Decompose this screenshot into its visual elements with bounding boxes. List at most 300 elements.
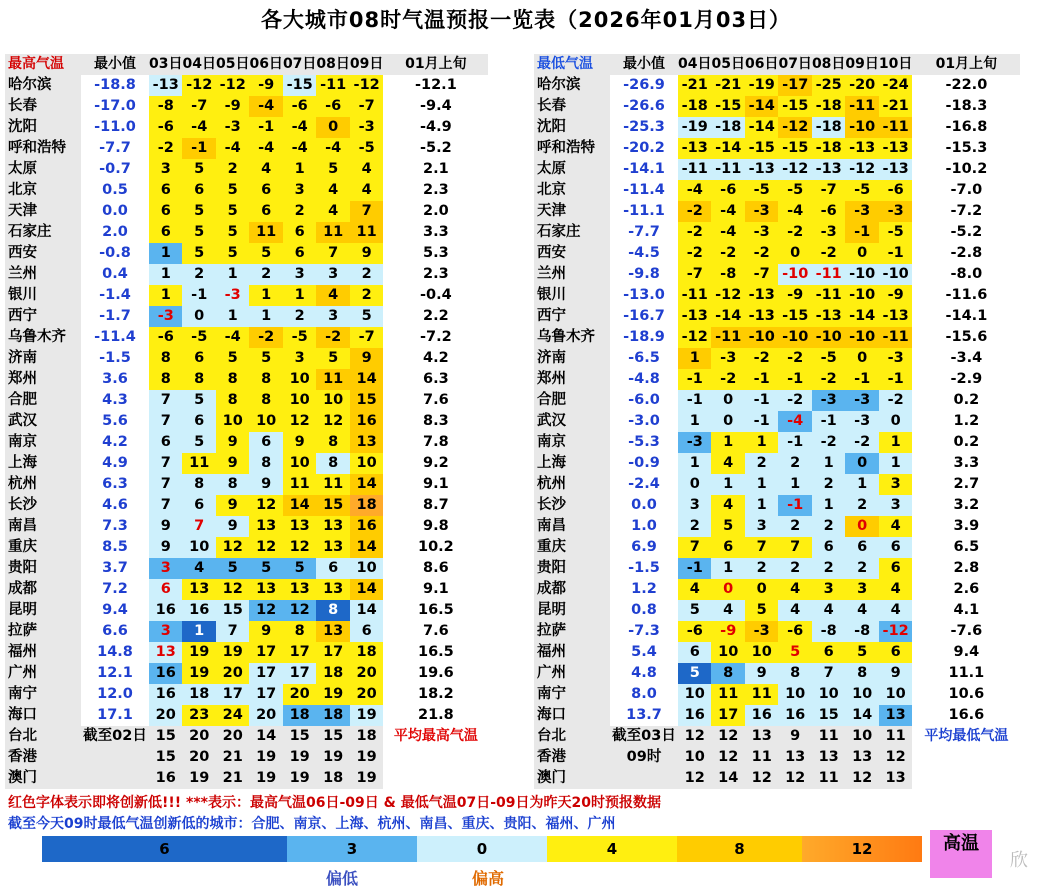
forecast-cell: -10 [778,327,811,348]
forecast-cell: 9 [350,243,383,264]
city-name: 杭州 [534,474,610,495]
forecast-cell: 17 [249,684,282,705]
forecast-cell: -4 [182,117,215,138]
watermark: 欣 [1010,850,1028,871]
forecast-cell: 11 [316,222,349,243]
table-row [5,411,488,432]
forecast-cell: 1 [745,432,778,453]
forecast-cell: 12 [283,411,316,432]
forecast-cell: 16 [745,705,778,726]
forecast-cell: -1 [249,117,282,138]
forecast-cell: -7 [745,264,778,285]
forecast-cell: 6 [182,495,215,516]
forecast-cell: -10 [745,327,778,348]
table-row [5,579,488,600]
forecast-cell: 0 [845,243,878,264]
record-min-value: 0.4 [81,264,149,285]
dekad-average: 9.4 [912,642,1020,663]
forecast-cell: 8 [216,474,249,495]
forecast-cell: 9 [149,516,182,537]
forecast-cell: 1 [216,264,249,285]
forecast-cell: 10 [678,747,711,768]
forecast-cell: 10 [249,411,282,432]
dekad-average: -5.2 [912,222,1020,243]
forecast-cell: 18 [316,663,349,684]
average-label [912,768,1020,789]
forecast-cell: 14 [350,474,383,495]
city-name: 上海 [5,453,81,474]
forecast-cell: 1 [812,495,845,516]
forecast-cell: 19 [350,747,383,768]
table-row [534,117,1020,138]
dekad-average: 9.2 [383,453,488,474]
forecast-cell: 8 [249,453,282,474]
dekad-average: -4.9 [383,117,488,138]
table-row [534,243,1020,264]
forecast-cell: -11 [879,117,912,138]
legend-segment: 8 [677,836,802,862]
dekad-average: -11.6 [912,285,1020,306]
forecast-cell: 1 [711,474,744,495]
dekad-average: -10.2 [912,159,1020,180]
max-temp-header-cell: 最小值 [81,54,149,75]
table-row [534,390,1020,411]
forecast-cell: -21 [879,96,912,117]
dekad-average: 5.3 [383,243,488,264]
record-min-value: 4.9 [81,453,149,474]
table-row [534,516,1020,537]
dekad-average: -12.1 [383,75,488,96]
forecast-cell: 0 [845,516,878,537]
forecast-cell: -15 [778,138,811,159]
city-name: 北京 [5,180,81,201]
forecast-cell: 16 [149,684,182,705]
forecast-cell: 14 [350,537,383,558]
record-min-value: -2.4 [610,474,678,495]
forecast-cell: 1 [711,558,744,579]
forecast-cell: -6 [812,201,845,222]
forecast-cell: 15 [316,495,349,516]
forecast-cell: 5 [249,348,282,369]
forecast-cell: 10 [678,684,711,705]
forecast-cell: 10 [316,390,349,411]
record-min-value: -1.4 [81,285,149,306]
max-temp-header-cell: 05日 [216,54,249,75]
forecast-cell: -10 [879,264,912,285]
forecast-cell: 0 [711,390,744,411]
table-row [5,285,488,306]
forecast-cell: 7 [149,495,182,516]
table-row [5,705,488,726]
legend-segment: 0 [417,836,547,862]
forecast-cell: 20 [149,705,182,726]
forecast-cell: 20 [283,684,316,705]
forecast-cell: -9 [879,285,912,306]
forecast-cell: -19 [745,75,778,96]
record-min-value: 0.0 [610,495,678,516]
forecast-cell: -7 [350,327,383,348]
dekad-average: 2.2 [383,306,488,327]
forecast-cell: 12 [711,747,744,768]
record-min-value: 1.0 [610,516,678,537]
dekad-average: -7.2 [383,327,488,348]
forecast-cell: 9 [778,726,811,747]
forecast-cell: -12 [845,159,878,180]
city-name: 南宁 [534,684,610,705]
forecast-cell: 6 [350,621,383,642]
forecast-cell: -13 [745,285,778,306]
forecast-cell: 9 [879,663,912,684]
forecast-cell: 1 [149,264,182,285]
forecast-cell: 1 [812,453,845,474]
city-name: 香港 [5,747,81,768]
dekad-average: 3.3 [383,222,488,243]
forecast-cell: -4 [249,138,282,159]
record-min-value: 2.0 [81,222,149,243]
forecast-cell: -2 [678,222,711,243]
forecast-cell: 15 [149,726,182,747]
record-min-value: -11.4 [610,180,678,201]
forecast-cell: -11 [316,75,349,96]
city-name: 南宁 [5,684,81,705]
record-min-value: 3.7 [81,558,149,579]
forecast-cell: 2 [812,474,845,495]
forecast-cell: 4 [350,180,383,201]
forecast-cell: 0 [316,117,349,138]
forecast-cell: 19 [182,768,215,789]
record-min-value: 4.2 [81,432,149,453]
forecast-cell: 5 [216,201,249,222]
record-min-value: 14.8 [81,642,149,663]
forecast-cell: -2 [316,327,349,348]
table-row [5,516,488,537]
forecast-cell: -18 [711,117,744,138]
forecast-cell: 14 [711,768,744,789]
forecast-cell: 5 [216,180,249,201]
forecast-cell: -12 [182,75,215,96]
forecast-cell: -6 [316,96,349,117]
city-name: 天津 [534,201,610,222]
forecast-cell: 13 [316,537,349,558]
forecast-cell: -3 [812,390,845,411]
record-min-value: 0.5 [81,180,149,201]
forecast-cell: 19 [316,684,349,705]
city-name: 贵阳 [534,558,610,579]
forecast-cell: 14 [249,726,282,747]
record-min-value: -26.9 [610,75,678,96]
forecast-cell: -11 [678,285,711,306]
record-min-value: -3.0 [610,411,678,432]
forecast-cell: -3 [149,306,182,327]
table-row [534,369,1020,390]
table-row [534,96,1020,117]
forecast-cell: -18 [812,117,845,138]
dekad-average: 10.6 [912,684,1020,705]
forecast-cell: 3 [845,579,878,600]
city-name: 石家庄 [534,222,610,243]
forecast-cell: 12 [249,600,282,621]
min-temp-header-cell: 09日 [845,54,878,75]
record-min-value: 0.8 [610,600,678,621]
forecast-cell: 2 [182,264,215,285]
city-name: 济南 [534,348,610,369]
forecast-cell: 5 [283,558,316,579]
dekad-average: -7.2 [912,201,1020,222]
forecast-cell: 12 [778,768,811,789]
forecast-cell: -14 [745,117,778,138]
forecast-cell: 0 [711,411,744,432]
record-min-value: 12.1 [81,663,149,684]
forecast-cell: -4 [778,411,811,432]
city-name: 西宁 [534,306,610,327]
forecast-cell: -21 [711,75,744,96]
forecast-cell: -13 [678,306,711,327]
dekad-average: 8.6 [383,558,488,579]
forecast-cell: -1 [778,369,811,390]
forecast-cell: 2 [350,264,383,285]
forecast-cell: -3 [845,390,878,411]
city-name: 哈尔滨 [5,75,81,96]
forecast-cell: 5 [350,306,383,327]
city-name: 武汉 [5,411,81,432]
forecast-cell: 8 [711,663,744,684]
forecast-cell: -1 [678,369,711,390]
city-name: 西宁 [5,306,81,327]
record-min-value: -13.0 [610,285,678,306]
forecast-cell: 5 [182,159,215,180]
forecast-cell: 8 [216,369,249,390]
dekad-average: 3.2 [912,495,1020,516]
note-cell [81,768,149,789]
record-low-cities-note: 截至今天09时最低气温创新低的城市：合肥、南京、上海、杭州、南昌、重庆、贵阳、福州、广州 [8,816,616,832]
forecast-cell: 20 [216,726,249,747]
forecast-cell: -2 [678,201,711,222]
forecast-cell: 1 [879,453,912,474]
forecast-cell: -3 [745,621,778,642]
forecast-cell: 12 [745,768,778,789]
forecast-cell: 6 [149,201,182,222]
forecast-cell: 8 [182,369,215,390]
dekad-average: 19.6 [383,663,488,684]
forecast-cell: 12 [711,726,744,747]
forecast-cell: -2 [745,348,778,369]
forecast-cell: 11 [283,474,316,495]
forecast-cell: 2 [283,306,316,327]
record-min-value: -5.3 [610,432,678,453]
forecast-cell: 0 [745,579,778,600]
record-min-value: -6.5 [610,348,678,369]
dekad-average: 8.3 [383,411,488,432]
forecast-cell: 4 [182,558,215,579]
forecast-cell: 2 [845,495,878,516]
record-min-value: -26.6 [610,96,678,117]
forecast-cell: 12 [678,768,711,789]
forecast-cell: 6 [249,180,282,201]
forecast-cell: 9 [283,432,316,453]
city-name: 呼和浩特 [5,138,81,159]
forecast-cell: 7 [149,453,182,474]
city-name: 重庆 [534,537,610,558]
forecast-cell: 5 [711,516,744,537]
table-row [534,579,1020,600]
dekad-average: -8.0 [912,264,1020,285]
table-row [5,222,488,243]
city-name: 济南 [5,348,81,369]
forecast-cell: 13 [316,621,349,642]
forecast-cell: -4 [249,96,282,117]
table-row [534,558,1020,579]
forecast-cell: 4 [249,159,282,180]
forecast-cell: 8 [149,369,182,390]
record-min-value: 7.3 [81,516,149,537]
dekad-average: 3.3 [912,453,1020,474]
forecast-cell: -2 [778,222,811,243]
record-min-value: 1.2 [610,579,678,600]
forecast-cell: -1 [845,222,878,243]
forecast-cell: -6 [283,96,316,117]
dekad-average: -2.9 [912,369,1020,390]
dekad-average: -14.1 [912,306,1020,327]
city-name: 台北 [534,726,610,747]
forecast-cell: -11 [711,327,744,348]
dekad-average: 9.1 [383,579,488,600]
forecast-cell: 5 [249,558,282,579]
forecast-cell: 1 [249,306,282,327]
dekad-average: 16.6 [912,705,1020,726]
forecast-cell: -6 [149,117,182,138]
forecast-cell: 17 [249,642,282,663]
table-row [5,159,488,180]
forecast-cell: -12 [678,327,711,348]
record-min-value: 6.3 [81,474,149,495]
city-name: 贵阳 [5,558,81,579]
dekad-average: 16.5 [383,600,488,621]
forecast-cell: -3 [879,201,912,222]
table-row [534,159,1020,180]
forecast-cell: -14 [745,96,778,117]
city-name: 澳门 [534,768,610,789]
forecast-cell: 17 [711,705,744,726]
forecast-cell: 20 [182,747,215,768]
max-temp-header-cell: 08日 [316,54,349,75]
average-label [383,768,488,789]
forecast-cell: 5 [678,663,711,684]
forecast-cell: 14 [350,600,383,621]
dekad-average: 18.2 [383,684,488,705]
table-row [5,327,488,348]
forecast-cell: -1 [182,285,215,306]
forecast-cell: 10 [283,453,316,474]
record-min-value: -11.0 [81,117,149,138]
forecast-cell: 7 [216,621,249,642]
city-name: 合肥 [534,390,610,411]
forecast-cell: 16 [778,705,811,726]
forecast-cell: 18 [182,684,215,705]
forecast-cell: 3 [283,180,316,201]
forecast-cell: -8 [812,621,845,642]
city-name: 乌鲁木齐 [5,327,81,348]
max-temp-table [5,54,488,789]
forecast-cell: 11 [812,768,845,789]
forecast-cell: 9 [249,474,282,495]
city-name: 昆明 [534,600,610,621]
forecast-cell: -2 [711,369,744,390]
dekad-average: 1.2 [912,411,1020,432]
forecast-cell: -1 [778,432,811,453]
forecast-cell: 2 [283,201,316,222]
forecast-cell: 6 [182,411,215,432]
city-name: 成都 [534,579,610,600]
forecast-cell: 5 [745,600,778,621]
table-row [534,264,1020,285]
forecast-cell: -17 [778,75,811,96]
forecast-cell: 6 [149,579,182,600]
forecast-cell: 2 [249,264,282,285]
forecast-cell: -4 [678,180,711,201]
record-min-value: 12.0 [81,684,149,705]
forecast-cell: 0 [711,579,744,600]
forecast-cell: 5 [678,600,711,621]
record-min-value: -7.7 [81,138,149,159]
forecast-cell: -1 [745,390,778,411]
average-label: 平均最高气温 [383,726,488,747]
forecast-cell: 16 [350,516,383,537]
forecast-cell: -3 [678,432,711,453]
forecast-cell: 3 [149,621,182,642]
record-min-value: 9.4 [81,600,149,621]
record-min-value: -20.2 [610,138,678,159]
forecast-cell: 20 [182,726,215,747]
forecast-cell: -11 [879,327,912,348]
forecast-cell: -13 [845,138,878,159]
forecast-cell: 6 [879,642,912,663]
forecast-cell: 15 [316,726,349,747]
forecast-cell: 13 [778,747,811,768]
forecast-cell: -1 [745,369,778,390]
forecast-cell: -6 [149,327,182,348]
table-row [534,180,1020,201]
record-min-value: -7.7 [610,222,678,243]
table-row [534,495,1020,516]
forecast-cell: 18 [316,705,349,726]
record-min-value: -11.1 [610,201,678,222]
forecast-cell: 1 [778,474,811,495]
forecast-cell: 13 [283,516,316,537]
table-row [534,768,1020,789]
forecast-cell: 7 [149,474,182,495]
table-row [5,390,488,411]
table-row [534,327,1020,348]
record-min-value: -1.7 [81,306,149,327]
forecast-cell: -2 [879,390,912,411]
table-row [5,558,488,579]
forecast-cell: 13 [879,768,912,789]
forecast-cell: 18 [350,726,383,747]
record-min-value: 5.4 [610,642,678,663]
forecast-cell: 13 [249,516,282,537]
forecast-cell: -10 [778,264,811,285]
forecast-cell: -13 [812,159,845,180]
forecast-cell: 1 [249,285,282,306]
forecast-cell: 18 [316,768,349,789]
forecast-cell: 9 [745,663,778,684]
forecast-cell: -3 [350,117,383,138]
forecast-cell: 19 [283,747,316,768]
forecast-cell: 11 [350,222,383,243]
forecast-cell: 4 [778,600,811,621]
record-min-value: 13.7 [610,705,678,726]
forecast-cell: 11 [745,684,778,705]
